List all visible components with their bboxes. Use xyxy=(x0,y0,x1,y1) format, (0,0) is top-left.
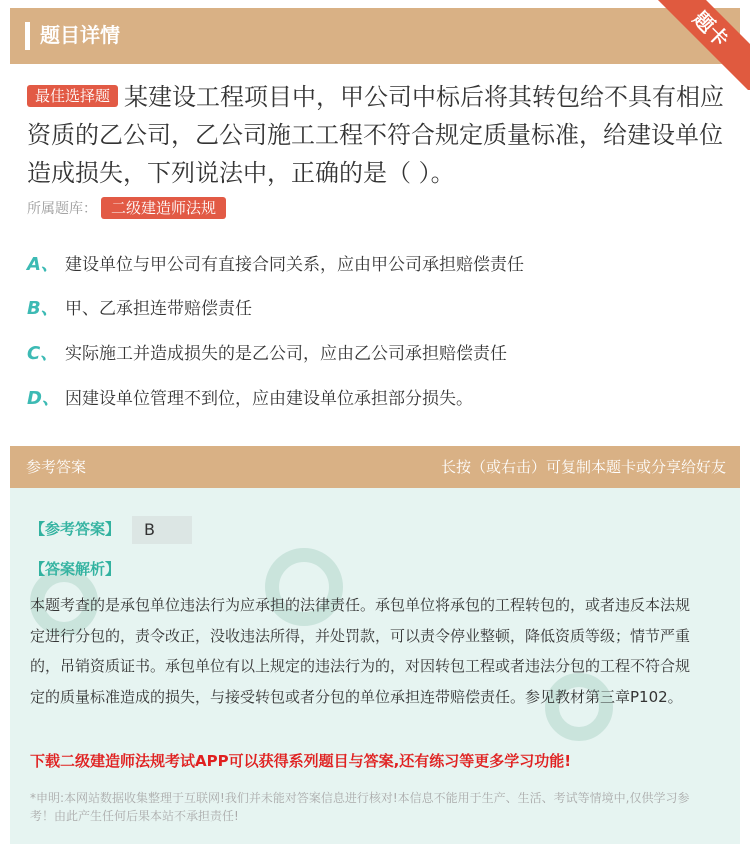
header-title: 题目详情 xyxy=(40,23,120,47)
app-promo[interactable]: 下载二级建造师法规考试APP可以获得系列题目与答案,还有练习等更多学习功能! xyxy=(30,752,572,770)
option-text: 因建设单位管理不到位，应由建设单位承担部分损失。 xyxy=(65,389,473,409)
option-c[interactable] xyxy=(27,341,507,367)
source-tag[interactable]: 二级建造师法规 xyxy=(101,197,226,219)
question-text: 某建设工程项目中，甲公司中标后将其转包给不具有相应资质的乙公司，乙公司施工工程不符合规定质量标准，给建设单位造成损失，下列说法中，正确的是（ ）。 xyxy=(27,83,725,187)
share-hint: 长按（或右击）可复制本题卡或分享给好友 xyxy=(440,458,726,476)
question-type-tag: 最佳选择题 xyxy=(27,85,118,107)
header-accent xyxy=(25,22,30,50)
answer-section-title: 参考答案 xyxy=(26,458,87,476)
option-key: B、 xyxy=(27,298,59,319)
option-d[interactable] xyxy=(27,386,473,412)
option-key: D、 xyxy=(27,388,60,409)
analysis-label: 【答案解析】 xyxy=(30,560,121,578)
option-text: 建设单位与甲公司有直接合同关系，应由甲公司承担赔偿责任 xyxy=(65,255,524,275)
question-source xyxy=(27,197,226,220)
option-key: A、 xyxy=(27,254,59,275)
answer-header xyxy=(10,446,740,488)
ribbon-label: 题卡 xyxy=(646,0,750,90)
question xyxy=(27,78,727,192)
answer-value: B xyxy=(132,516,192,544)
header-bar xyxy=(10,8,740,64)
option-text: 甲、乙承担连带赔偿责任 xyxy=(65,299,252,319)
answer-label: 【参考答案】 xyxy=(30,520,121,538)
option-b[interactable] xyxy=(27,296,252,322)
source-label: 所属题库： xyxy=(27,201,97,217)
disclaimer: *申明:本网站数据收集整理于互联网!我们并未能对答案信息进行核对!本信息不能用于生产、生活、考试等情境中,仅供学习参考！由此产生任何后果本站不承担责任! xyxy=(30,791,690,823)
analysis-text: 本题考查的是承包单位违法行为应承担的法律责任。承包单位将承包的工程转包的，或者违反本法规定进行分包的，责令改正，没收违法所得，并处罚款，可以责令停业整顿，降低资质等级；情节严重的，吊销资质证书。承包单位有以上规定的违法行为的，对因转包工程或者违法分包的工程不符合规定的质量标准造成的损失，与接受转包或者分包的单位承担连带赔偿责任。参见教材第三章P102。 xyxy=(30,596,691,706)
option-key: C、 xyxy=(27,343,59,364)
option-text: 实际施工并造成损失的是乙公司，应由乙公司承担赔偿责任 xyxy=(65,344,507,364)
option-a[interactable] xyxy=(27,252,524,278)
corner-ribbon xyxy=(640,0,750,90)
